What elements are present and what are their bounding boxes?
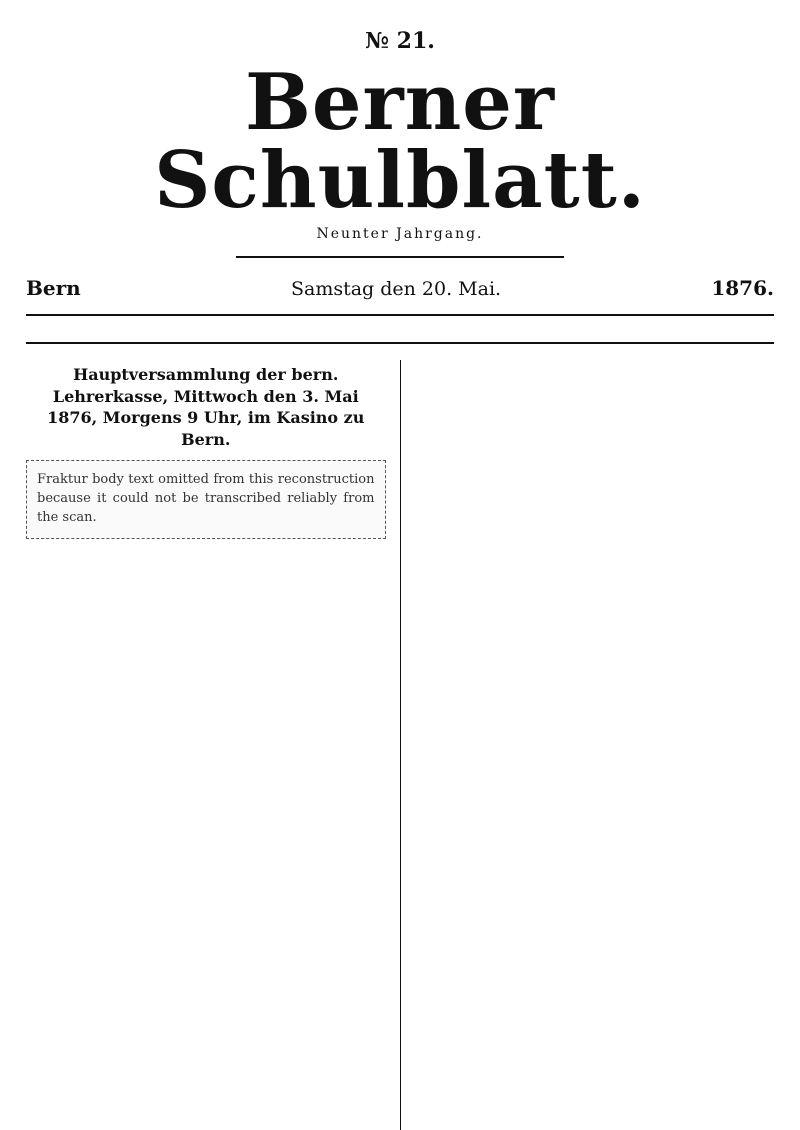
left-column [26,360,386,1130]
right-column [415,360,775,1130]
dateline-place: Bern [26,276,81,300]
column-divider [400,360,401,1130]
masthead-title: Berner Schulblatt. [154,57,646,226]
transcription-notice: Fraktur body text omitted from this reconstruction because it could not be transcribed reliably from the scan. [26,460,386,539]
masthead-rule [236,256,564,258]
volume-line: Neunter Jahrgang. [316,226,484,242]
issue-number: № 21. [365,28,435,54]
article-headline: Hauptversammlung der bern. Lehrerkasse, Mittwoch den 3. Mai 1876, Morgens 9 Uhr, im Kasino zu Bern. [47,365,365,449]
dateline-year: 1876. [711,276,774,300]
article-columns [26,360,774,1130]
dateline-date: Samstag den 20. Mai. [290,278,502,300]
subscription-strip [26,314,774,344]
dateline [26,276,774,300]
